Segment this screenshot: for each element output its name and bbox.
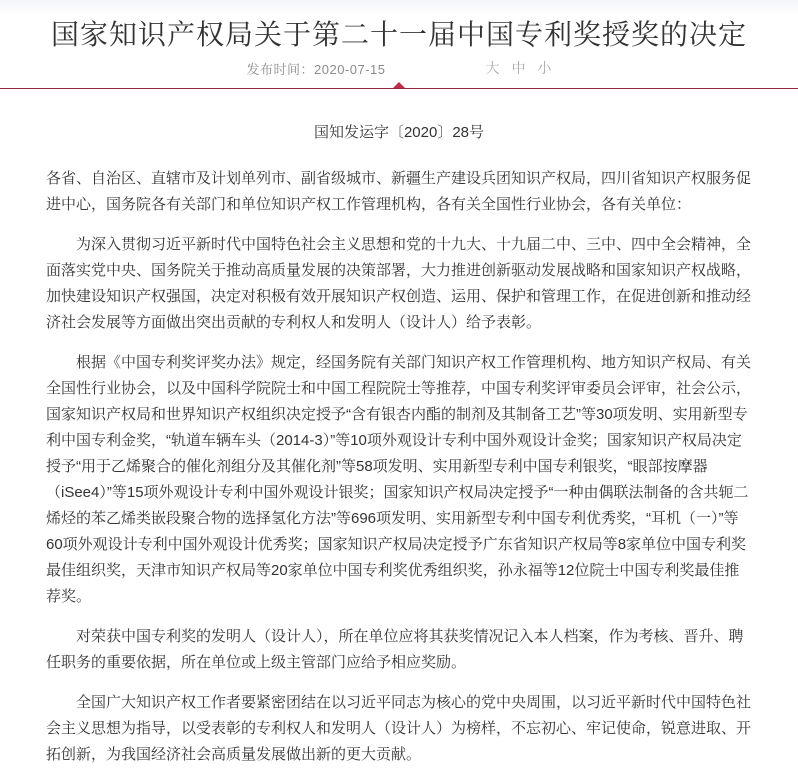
font-size-large-button[interactable]: 大 bbox=[485, 60, 500, 76]
font-size-small-button[interactable]: 小 bbox=[537, 60, 552, 76]
publish-time-value: 2020-07-15 bbox=[314, 61, 386, 77]
publish-time-label: 发布时间： bbox=[246, 61, 314, 77]
document-paragraph: 全国广大知识产权工作者要紧密团结在以习近平同志为核心的党中央周围，以习近平新时代中国特色社会主义思想为指导，以受表彰的专利权人和发明人（设计人）为榜样，不忘初心、牢记使命，锐意进取、开拓创新，为我国经济社会高质量发展做出新的更大贡献。 bbox=[46, 694, 752, 763]
font-size-switch bbox=[486, 58, 552, 78]
document-paragraph: 各省、自治区、直辖市及计划单列市、副省级城市、新疆生产建设兵团知识产权局，四川省知识产权服务促进中心，国务院各有关部门和单位知识产权工作管理机构，各有关全国性行业协会，各有关单位： bbox=[46, 170, 752, 213]
publish-time bbox=[246, 59, 385, 78]
document-paragraph: 根据《中国专利奖评奖办法》规定，经国务院有关部门知识产权工作管理机构、地方知识产权局、有关全国性行业协会，以及中国科学院院士和中国工程院院士等推荐，中国专利奖评审委员会评审，社会公示，国家知识产权局和世界知识产权组织决定授予“含有银杏内酯的制剂及其制备工艺”等30项发明、实用新型专利中国专利金奖，“轨道车辆车头（2014-3）”等10项外观设计专利中国外观设计金奖；国家知识产权局决定授予“用于乙烯聚合的催化剂组分及其催化剂”等58项发明、实用新型专利中国专利银奖，“眼部按摩器（iSee4）”等15项外观设计专利中国外观设计银奖；国家知识产权局决定授予“一种由偶联法制备的含共轭二烯烃的苯乙烯类嵌段聚合物的选择氢化方法”等696项发明、实用新型专利中国专利优秀奖，“耳机（一）”等60项外观设计专利中国外观设计优秀奖；国家知识产权局决定授予广东省知识产权局等8家单位中国专利奖最佳组织奖，天津市知识产权局等20家单位中国专利奖优秀组织奖，孙永福等12位院士中国专利奖最佳推荐奖。 bbox=[46, 354, 752, 605]
article-body bbox=[0, 89, 798, 768]
document-paragraphs bbox=[46, 166, 752, 768]
doc-number: 国知发运字〔2020〕28号 bbox=[313, 124, 485, 141]
arrow-up-icon bbox=[393, 82, 405, 88]
page-title: 国家知识产权局关于第二十一届中国专利奖授奖的决定 bbox=[50, 19, 747, 50]
header-divider bbox=[0, 88, 798, 89]
document-paragraph: 为深入贯彻习近平新时代中国特色社会主义思想和党的十九大、十九届二中、三中、四中全会精神，全面落实党中央、国务院关于推动高质量发展的决策部署，大力推进创新驱动发展战略和国家知识产权战略，加快建设知识产权强国，决定对积极有效开展知识产权创造、运用、保护和管理工作，在促进创新和推动经济社会发展等方面做出突出贡献的专利权人和发明人（设计人）给予表彰。 bbox=[46, 236, 752, 331]
meta-row bbox=[0, 58, 798, 78]
article-header bbox=[0, 0, 798, 89]
document-paragraph: 对荣获中国专利奖的发明人（设计人），所在单位应将其获奖情况记入本人档案，作为考核、晋升、聘任职务的重要依据，所在单位或上级主管部门应给予相应奖励。 bbox=[46, 628, 744, 671]
font-size-medium-button[interactable]: 中 bbox=[511, 60, 526, 76]
